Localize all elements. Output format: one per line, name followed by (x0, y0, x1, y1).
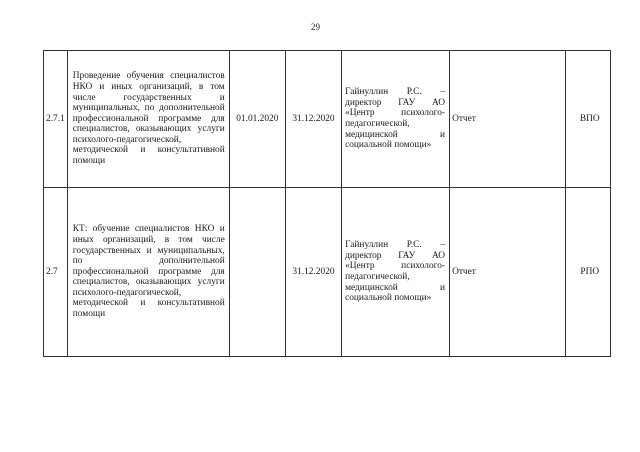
row-name: КТ: обучение специалистов НКО и иных организаций, в том числе государственных и муниципальных, по дополнительной профессиональной программе для специалистов, оказывающих услуги психолого-педагогической, методической и консультативной помощи (72, 224, 225, 320)
page-number: 29 (311, 22, 320, 32)
row-level-cell (565, 188, 610, 357)
row-number-cell (44, 51, 68, 188)
row-name-cell (67, 51, 229, 188)
table-row (44, 51, 611, 188)
row-responsible-cell (342, 51, 450, 188)
row-level-cell (565, 51, 610, 188)
row-responsible: Гайнуллин Р.С. – директор ГАУ АО «Центр психолого-педагогической, медицинской и социальной помощи» (345, 240, 446, 304)
row-document: Отчет (452, 266, 476, 277)
row-end-date-cell (285, 188, 341, 357)
row-name: Проведение обучения специалистов НКО и иных организаций, в том числе государственных и муниципальных, по дополнительной профессиональной программе для специалистов, оказывающих услуги психолого-педагогической, методической и консультативной помощи (72, 71, 225, 167)
row-level: РПО (580, 266, 600, 277)
row-responsible-cell (342, 188, 450, 357)
row-number: 2.7.1 (46, 113, 65, 124)
row-level: ВПО (579, 113, 600, 124)
row-document-cell (450, 51, 566, 188)
row-end-date: 31.12.2020 (292, 113, 335, 124)
row-responsible: Гайнуллин Р.С. – директор ГАУ АО «Центр психолого-педагогической, медицинской и социальной помощи» (345, 87, 446, 151)
row-document: Отчет (452, 113, 476, 124)
table-row (44, 188, 611, 357)
row-document-cell (450, 188, 566, 357)
row-start-date-cell (229, 188, 285, 357)
plan-table (43, 50, 611, 357)
row-end-date-cell (285, 51, 341, 188)
row-name-cell (67, 188, 229, 357)
row-start-date-cell (229, 51, 285, 188)
row-number: 2.7 (46, 266, 58, 277)
row-number-cell (44, 188, 68, 357)
row-end-date: 31.12.2020 (292, 266, 335, 277)
row-start-date: 01.01.2020 (236, 113, 279, 124)
